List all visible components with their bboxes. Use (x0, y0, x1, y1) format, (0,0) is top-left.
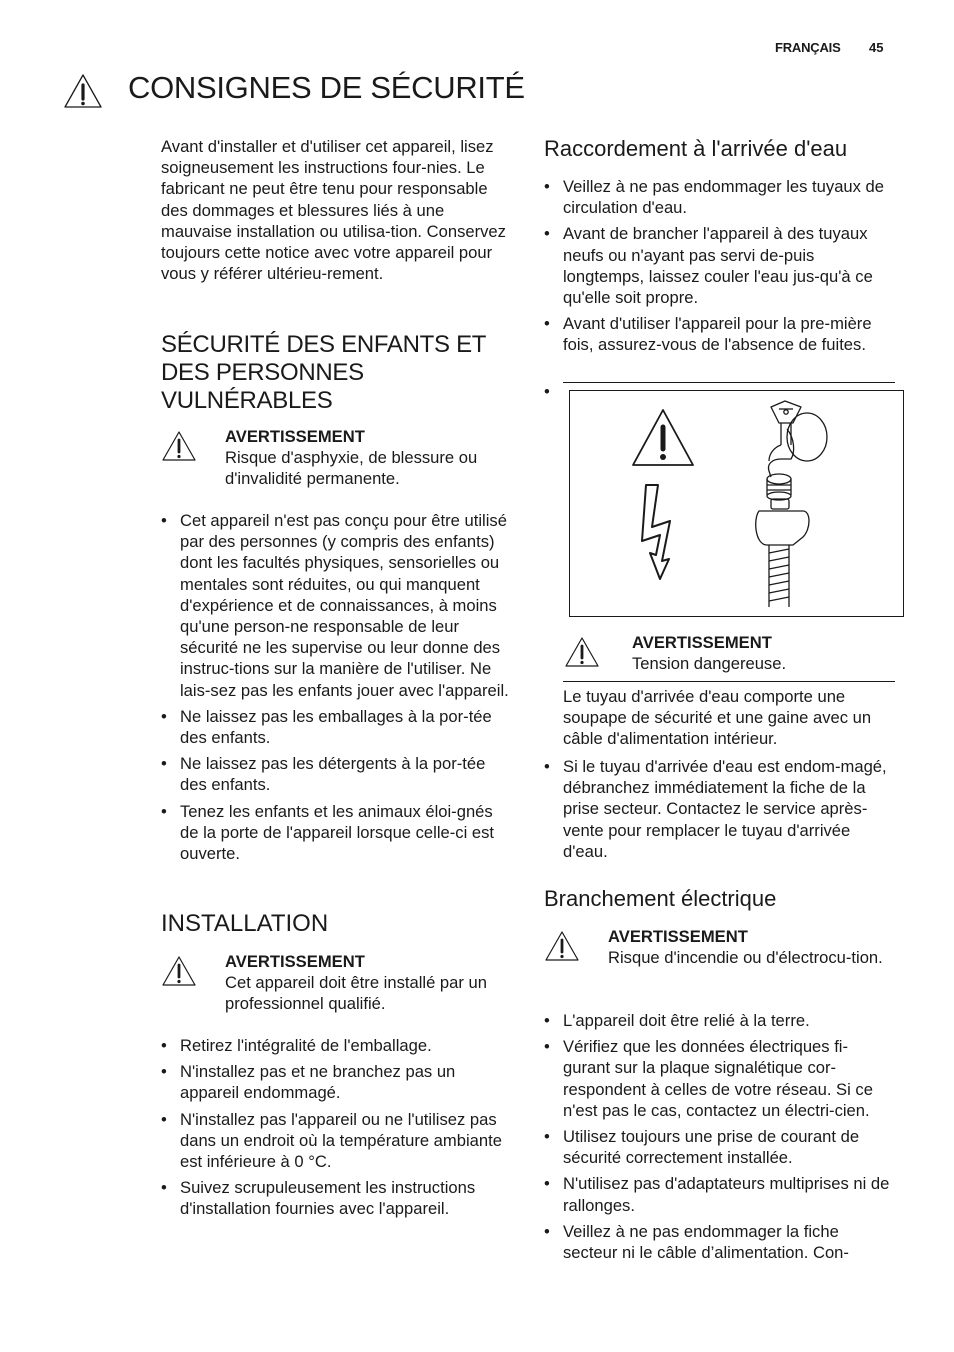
intro-paragraph (161, 136, 515, 284)
figure-water-connection (569, 390, 904, 617)
warning-triangle-icon (564, 636, 600, 668)
warning-water (544, 632, 894, 674)
list-item: • Si le tuyau d'arrivée d'eau est endom-magé, débranchez immédiatement la fiche de la prise secteur. Contactez le service après-vente pour remplacer le tuyau d'arrivée d'eau. (544, 757, 887, 861)
list-item: • Ne laissez pas les emballages à la por-tée des enfants. (161, 706, 492, 748)
divider (563, 382, 895, 383)
header-language: FRANÇAIS (775, 40, 841, 55)
list-item: • N'utilisez pas d'adaptateurs multiprises ni de rallonges. (544, 1174, 890, 1215)
warning-text: Risque d'asphyxie, de blessure ou d'invalidité permanente. (225, 448, 478, 489)
water-bullets (544, 176, 894, 361)
warning-title: AVERTISSEMENT (225, 427, 365, 446)
section-heading-water: Raccordement à l'arrivée d'eau (544, 136, 848, 161)
water-note (563, 686, 895, 750)
list-item: • Cet appareil n'est pas conçu pour être utilisé par des personnes (y compris des enfants) dont les facultés physiques, sensorielles ou mentales sont réduites, ou qui manquent d'expérience et de connaissances, à moins qu'une person-ne responsable de leur sécurité ne les supervise ou leur donne des instruc-tions sur la manière de l'utiliser. Ne lais-sez pas les enfants jouer avec l'appareil. (161, 511, 509, 700)
list-item: • L'appareil doit être relié à la terre. (544, 1011, 810, 1030)
list-item: • Suivez scrupuleusement les instructions d'installation fournies avec l'appareil. (161, 1178, 476, 1219)
children-bullets (161, 510, 515, 869)
warning-text: Risque d'incendie ou d'électrocu-tion. (608, 948, 883, 968)
section-heading-electric: Branchement électrique (544, 886, 777, 911)
warning-electric (544, 926, 894, 968)
installation-bullets (161, 1035, 515, 1225)
list-item: • Ne laissez pas les détergents à la por-tée des enfants. (161, 754, 486, 795)
intro-text: Avant d'installer et d'utiliser cet appareil, lisez soigneusement les instructions four-nies. Le fabricant ne peut être tenu pour responsable des dommages et blessures liés à une mauvaise installation ou utilisa-tion. Conservez toujours cette notice avec votre appareil pour vous y référer ultérieu-rement. (161, 137, 506, 284)
list-item: • Avant de brancher l'appareil à des tuyaux neufs ou n'ayant pas servi de-puis longtemps, laissez couler l'eau jus-qu'à ce qu'elle soit propre. (544, 224, 873, 308)
list-item: • Vérifiez que les données électriques fi-gurant sur la plaque signalétique cor-respondent à celles de votre réseau. Si ce n'est pas le cas, contactez un électri-cien. (544, 1037, 873, 1120)
warning-triangle-icon (161, 430, 197, 462)
list-item: • N'installez pas l'appareil ou ne l'utilisez pas dans un endroit où la température ambiante est inférieure à 0 °C. (161, 1109, 502, 1172)
lightning-bolt-icon (636, 483, 686, 581)
warning-title: AVERTISSEMENT (225, 952, 365, 971)
list-item: • Tenez les enfants et les animaux éloi-gnés de la porte de l'appareil lorsque celle-ci est ouverte. (161, 801, 495, 864)
water-bullets-after (544, 756, 894, 867)
list-item: • Utilisez toujours une prise de courant de sécurité correctement installée. (544, 1127, 860, 1168)
electric-bullets (544, 1010, 894, 1268)
page-title: CONSIGNES DE SÉCURITÉ (128, 70, 525, 105)
warning-title: AVERTISSEMENT (608, 927, 748, 946)
water-tap-hose-illustration (745, 399, 845, 611)
page-number: 45 (869, 40, 884, 55)
bullet-figure-marker: • (544, 382, 550, 401)
warning-text: Cet appareil doit être installé par un professionnel qualifié. (225, 973, 487, 1014)
warning-triangle-icon (544, 930, 580, 962)
list-item: • Retirez l'intégralité de l'emballage. (161, 1036, 432, 1055)
list-item: • N'installez pas et ne branchez pas un appareil endommagé. (161, 1062, 456, 1103)
warning-children (161, 426, 515, 490)
warning-triangle-icon (63, 73, 103, 109)
list-item: • Avant d'utiliser l'appareil pour la pre-mière fois, assurez-vous de l'absence de fuites. (544, 314, 872, 355)
warning-installation (161, 951, 515, 1015)
warning-triangle-icon (630, 407, 696, 469)
section-heading-children: SÉCURITÉ DES ENFANTS ET DES PERSONNES VULNÉRABLES (161, 331, 486, 414)
warning-triangle-icon (161, 955, 197, 987)
warning-title: AVERTISSEMENT (632, 633, 772, 652)
list-item: • Veillez à ne pas endommager les tuyaux de circulation d'eau. (544, 177, 885, 218)
note-text: Le tuyau d'arrivée d'eau comporte une soupape de sécurité et une gaine avec un câble d'alimentation intérieur. (563, 687, 872, 749)
section-heading-installation: INSTALLATION (161, 910, 329, 937)
list-item: • Veillez à ne pas endommager la fiche secteur ni le câble d’alimentation. Con- (544, 1221, 849, 1263)
warning-text: Tension dangereuse. (632, 654, 787, 674)
divider (563, 681, 895, 682)
